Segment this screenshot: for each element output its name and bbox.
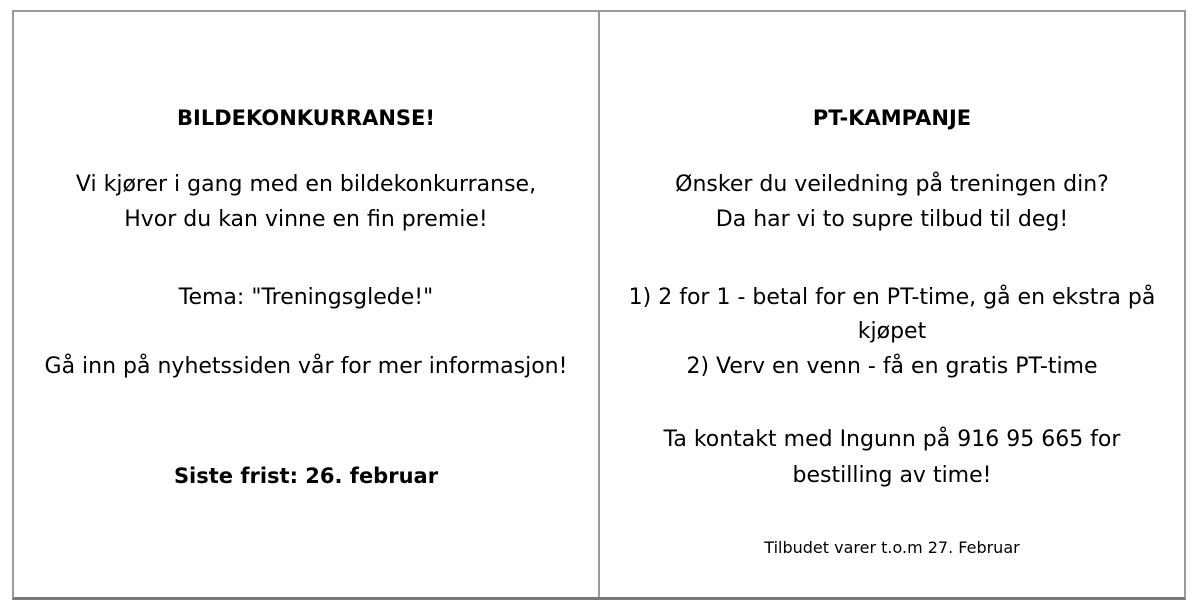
pt-campaign-offer-intro: Da har vi to supre tilbud til deg! [715,207,1069,232]
pt-campaign-cell [600,12,1184,597]
photo-contest-info: Gå inn på nyhetssiden vår for mer informasjon! [44,354,568,379]
pt-campaign-contact-line2: bestilling av time! [792,463,992,488]
pt-campaign-title: PT-KAMPANJE [812,106,972,130]
pt-campaign-offer1-line1: 1) 2 for 1 - betal for en PT-time, gå en ekstra på [628,285,1156,310]
photo-contest-cell [14,12,600,597]
pt-campaign-contact-line1: Ta kontakt med Ingunn på 916 95 665 for [663,427,1121,452]
pt-campaign-validity: Tilbudet varer t.o.m 27. Februar [764,538,1020,557]
photo-contest-intro-line1: Vi kjører i gang med en bildekonkurranse, [75,172,537,197]
photo-contest-deadline: Siste frist: 26. februar [173,464,439,488]
pt-campaign-question: Ønsker du veiledning på treningen din? [675,172,1109,197]
pt-campaign-offer2: 2) Verv en venn - få en gratis PT-time [686,354,1098,379]
photo-contest-title: BILDEKONKURRANSE! [177,106,435,130]
announcement-table [12,10,1186,600]
photo-contest-theme: Tema: "Treningsglede!" [178,285,434,310]
photo-contest-intro-line2: Hvor du kan vinne en fin premie! [124,207,488,232]
pt-campaign-offer1-line2: kjøpet [857,319,927,344]
